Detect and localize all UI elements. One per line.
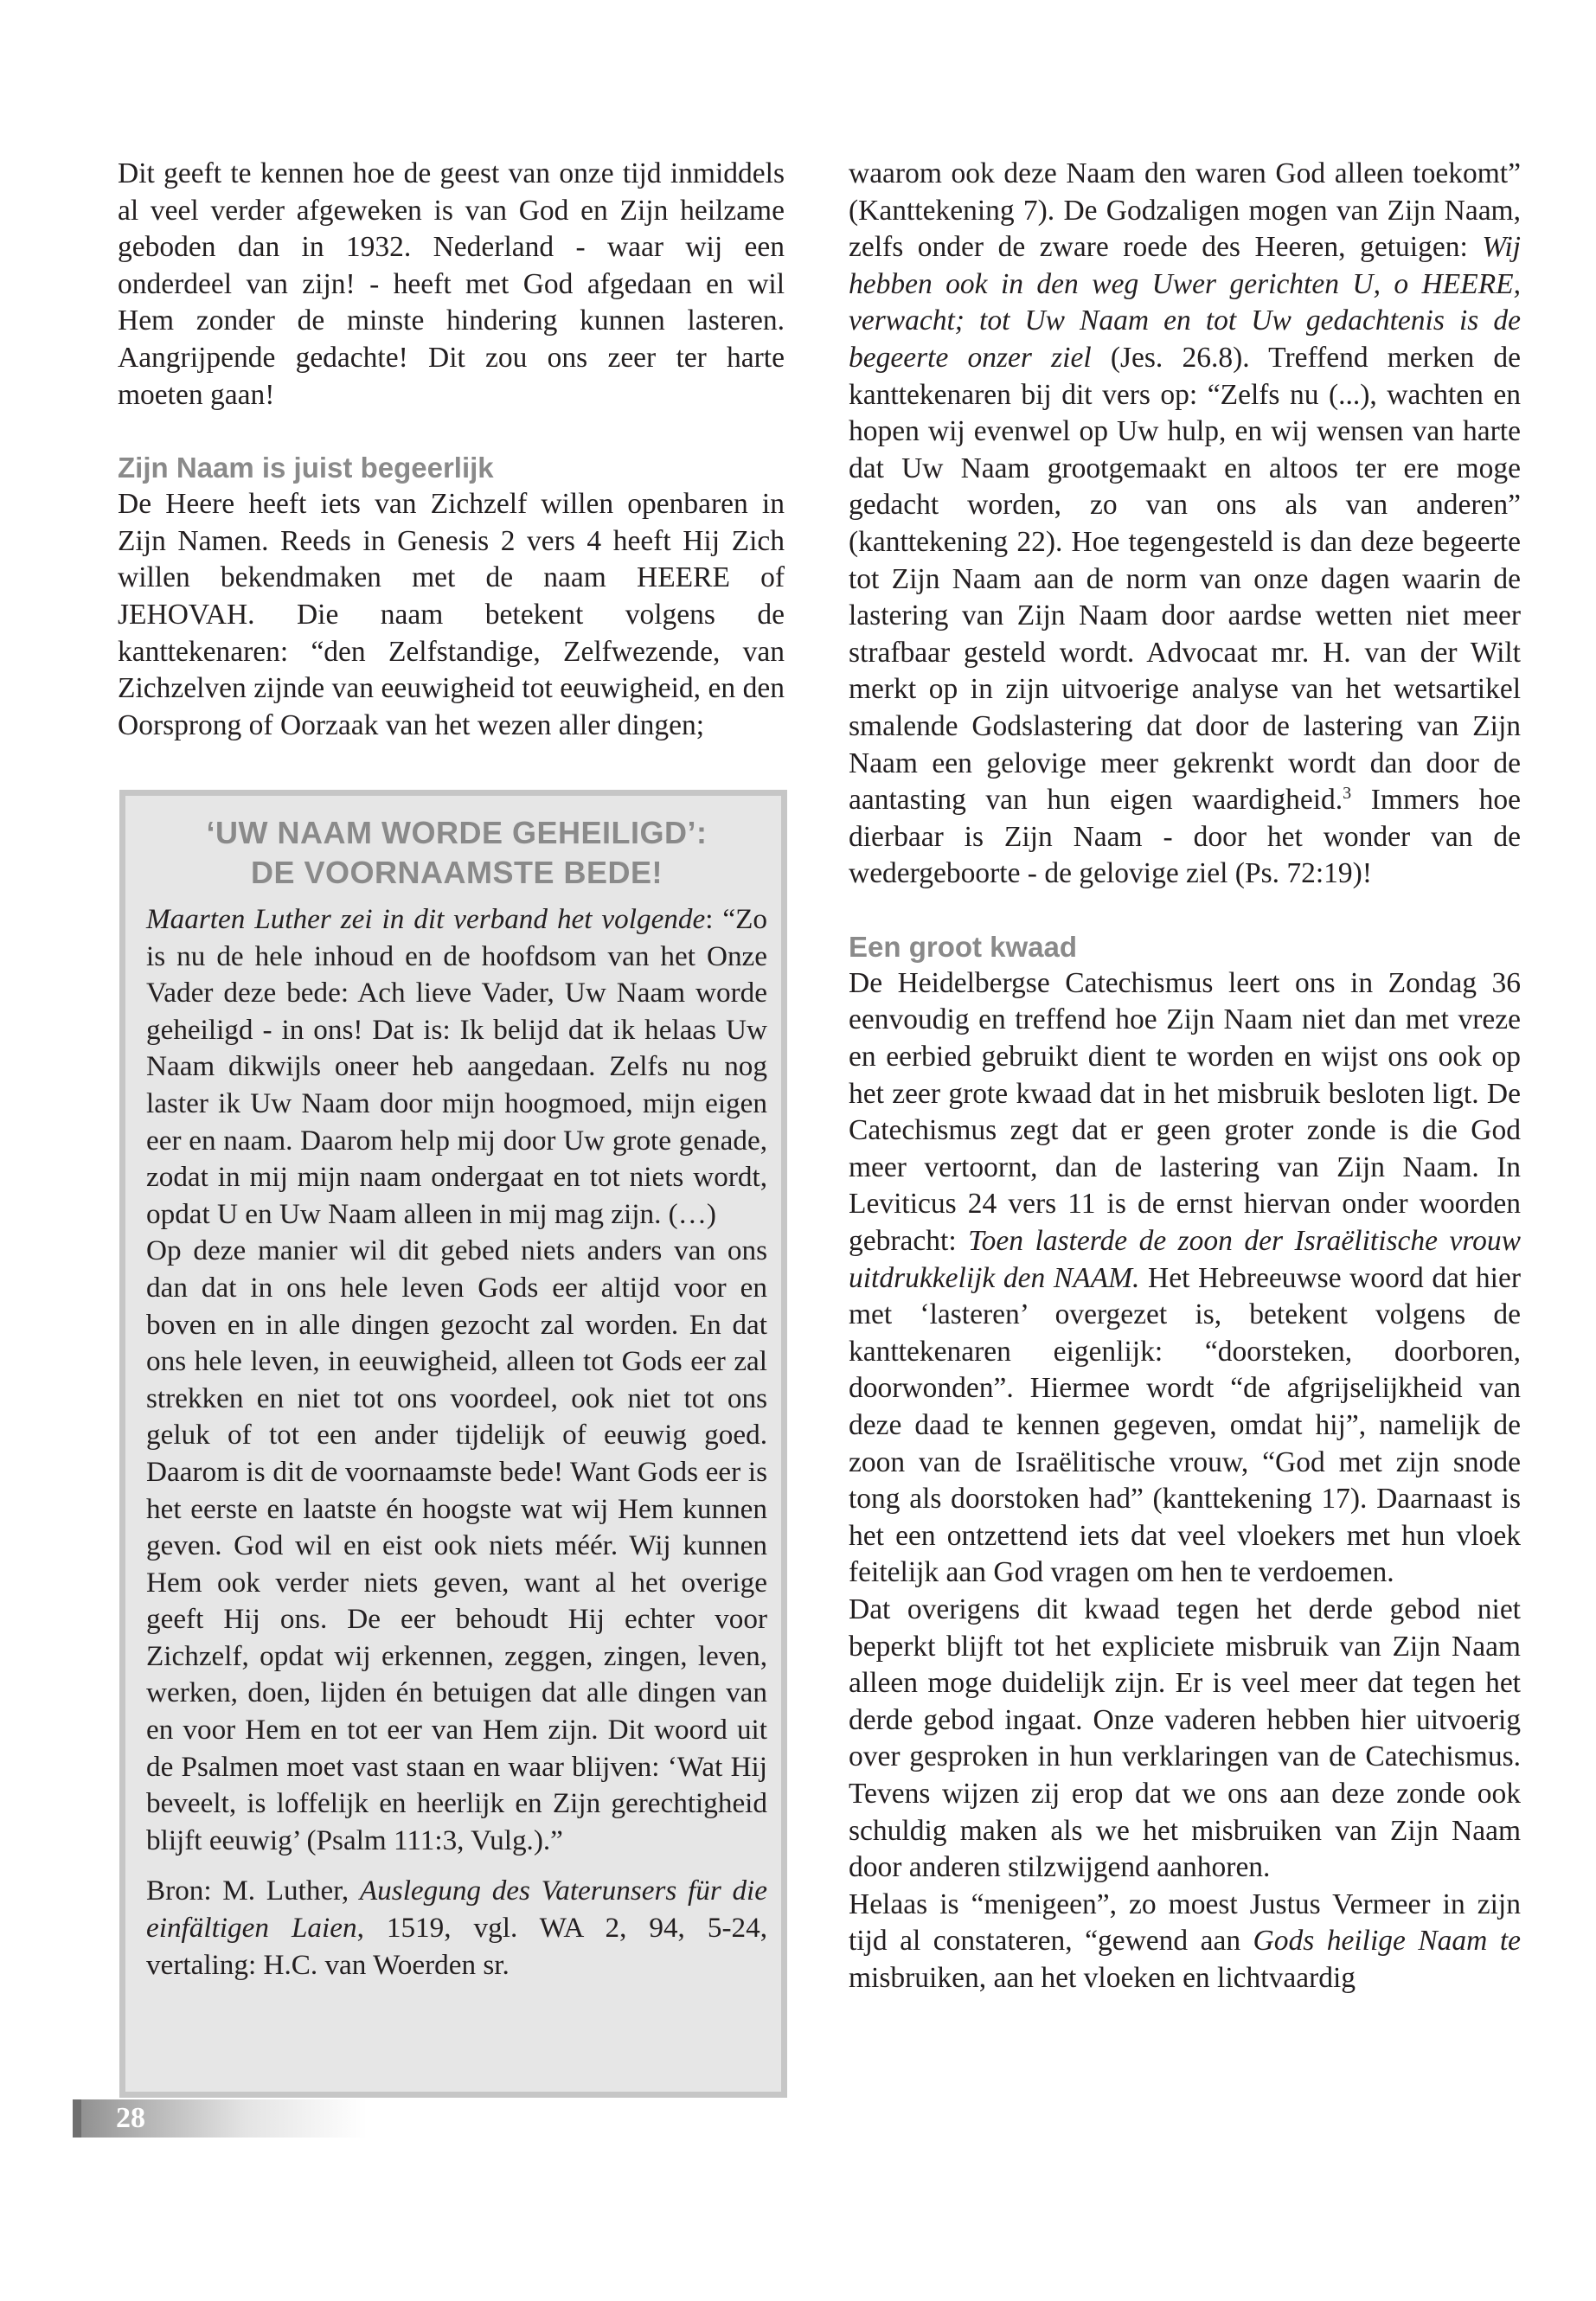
text: Bron: M. Luther,: [146, 1875, 360, 1907]
right-column: [849, 156, 1521, 1997]
section-heading: Zijn Naam is juist begeerlijk: [118, 452, 494, 484]
footer-tick: [73, 2099, 81, 2138]
italic-text: Maarten Luther zei in dit verband het volgende: [146, 903, 706, 935]
paragraph: [849, 1887, 1521, 1997]
text: Het Hebreeuwse woord dat hier met ‘lasteren’ overgezet is, betekent volgens de kanttekenaren eigenlijk: “doorsteken, doorboren, doorwonden”. Hiermee wordt “de afgrijselijkheid van deze daad te kennen gegeven, omdat hij”, namelijk de zoon van de Israëlitische vrouw, “God met zijn snode tong als doorstoken had” (kanttekening 17). Daarnaast is het een ontzettend iets dat veel vloekers met hun vloek feitelijk aan God vragen om hen te verdoemen.: [849, 1261, 1521, 1589]
page-number: 28: [116, 2102, 145, 2134]
paragraph: [849, 156, 1521, 893]
box-title-line: ‘UW NAAM WORDE GEHEILIGD’:: [206, 815, 708, 850]
paragraph: [849, 965, 1521, 1592]
section-heading: Een groot kwaad: [849, 930, 1078, 963]
paragraph: Dit geeft te kennen hoe de geest van onze tijd inmiddels al veel verder afgeweken is van God en Zijn heilzame geboden dan in 1932. Nederland - waar wij een onderdeel van zijn! - heeft met God afgedaan en wil Hem zonder de minste hindering kunnen lasteren. Aangrijpende gedachte! Dit zou ons zeer ter harte moeten gaan!: [118, 157, 785, 411]
box-source: [146, 1873, 767, 1984]
text: (Jes. 26.8). Treffend merken de kanttekenaren bij dit vers op: “Zelfs nu (...), wachten en hopen wij evenwel op Uw hulp, en wij wensen van harte dat Uw Naam grootgemaakt en altoos ter ere moge gedacht worden, zo van ons als van anderen” (kanttekening 22). Hoe tegengesteld is dan deze begeerte tot Zijn Naam aan de norm van onze dagen waarin de lastering van Zijn Naam door aardse wetten niet meer strafbaar gesteld wordt. Advocaat mr. H. van der Wilt merkt op in zijn uitvoerige analyse van het wetsartikel smalende Godslastering dat door de lastering van Zijn Naam een gelovige meer gekrenkt wordt dan door de aantasting van hun eigen waardigheid.: [849, 341, 1521, 817]
italic-text: Wij hebben ook in den weg Uwer gerichten U, o HEERE, verwacht; tot Uw Naam en tot Uw gedachtenis is de begeerte onzer ziel: [849, 231, 1521, 374]
left-column: [118, 156, 785, 744]
quote-box: [119, 790, 787, 2098]
italic-text: Gods heilige Naam te: [1253, 1925, 1521, 1958]
text: Helaas is “menigeen”, zo moest Justus Vermeer in zijn tijd al constateren, “gewend aan: [849, 1888, 1521, 1958]
text: misbruiken, aan het vloeken en lichtvaardig: [849, 1961, 1356, 1994]
text: : “Zo is nu de hele inhoud en de hoofdsom van het Onze Vader deze bede: Ach lieve Vader, Uw Naam worde geheiligd - in ons! Dat is: Ik belijd dat ik helaas Uw Naam dikwijls oneer heb aangedaan. Zelfs nu nog laster ik Uw Naam door mijn hoogmoed, mijn eigen eer en naam. Daarom help mij door Uw grote genade, zodat in mij mijn naam ondergaat en tot niets wordt, opdat U en Uw Naam alleen in mij mag zijn. (…): [146, 903, 767, 1230]
box-title-line: DE VOORNAAMSTE BEDE!: [250, 855, 663, 890]
box-title: [146, 813, 767, 893]
paragraph: De Heere heeft iets van Zichzelf willen openbaren in Zijn Namen. Reeds in Genesis 2 vers 4 heeft Hij Zich willen bekendmaken met de naam HEERE of JEHOVAH. Die naam betekent volgens de kanttekenaren: “den Zelfstandige, Zelfwezende, van Zichzelven zijnde van eeuwigheid tot eeuwigheid, en den Oorsprong of Oorzaak van het wezen aller dingen;: [118, 488, 785, 741]
paragraph: Dat overigens dit kwaad tegen het derde gebod niet beperkt blijft tot het expliciete misbruik van Zijn Naam alleen moge duidelijk zijn. Er is veel meer dat tegen het derde gebod ingaat. Onze vaderen hebben hier uitvoerig over gesproken in hun verklaringen van de Catechismus. Tevens wijzen zij erop dat we ons aan deze zonde ook schuldig maken als we het misbruiken van Zijn Naam door anderen stilzwijgend aanhoren.: [849, 1593, 1521, 1884]
italic-text: Toen lasterde de zoon der Israëlitische vrouw uitdrukkelijk den NAAM.: [849, 1225, 1521, 1294]
box-paragraph: [146, 901, 767, 1233]
text: Immers hoe dierbaar is Zijn Naam - door het wonder van de wedergeboorte - de gelovige ziel (Ps. 72:19)!: [849, 784, 1521, 890]
box-paragraph: Op deze manier wil dit gebed niets anders van ons dan dat in ons hele leven Gods eer altijd voor en boven en in alle dingen gezocht zal worden. En dat ons hele leven, in eeuwigheid, alleen tot Gods eer zal strekken en niet tot ons voordeel, ook niet tot ons geluk of tot een ander tijdelijk of eeuwig goed. Daarom is dit de voornaamste bede! Want Gods eer is het eerste en laatste én hoogste wat wij Hem kunnen geven. God wil en eist ook niets méér. Wij kunnen Hem ook verder niets geven, want al het overige geeft Hij ons. De eer behoudt Hij echter voor Zichzelf, opdat wij erkennen, zeggen, zingen, leven, werken, doen, lijden én betuigen dat alle dingen van en voor Hem en tot eer van Hem zijn. Dit woord uit de Psalmen moet vast staan en waar blijven: ‘Wat Hij beveelt, is loffelijk en heerlijk en Zijn gerechtigheid blijft eeuwig’ (Psalm 111:3, Vulg.).”: [146, 1234, 767, 1856]
text: , 1519, vgl. WA 2, 94, 5-24, vertaling: H.C. van Woerden sr.: [146, 1912, 768, 1981]
text: waarom ook deze Naam den waren God alleen toekomt” (Kanttekening 7). De Godzaligen mogen van Zijn Naam, zelfs onder de zware roede des Heeren, getuigen:: [849, 157, 1521, 264]
text: De Heidelbergse Catechismus leert ons in Zondag 36 eenvoudig en treffend hoe Zijn Naam niet dan met vreze en eerbied gebruikt dient te worden en wijst ons ook op het zeer grote kwaad dat in het misbruik besloten ligt. De Catechismus zegt dat er geen groter zonde is die God meer vertoornt, dan de lastering van Zijn Naam. In Leviticus 24 vers 11 is de ernst hiervan onder woorden gebracht:: [849, 966, 1521, 1258]
italic-text: Auslegung des Vaterunsers für die einfältigen Laien: [146, 1875, 767, 1945]
footnote-marker: 3: [1343, 783, 1352, 803]
